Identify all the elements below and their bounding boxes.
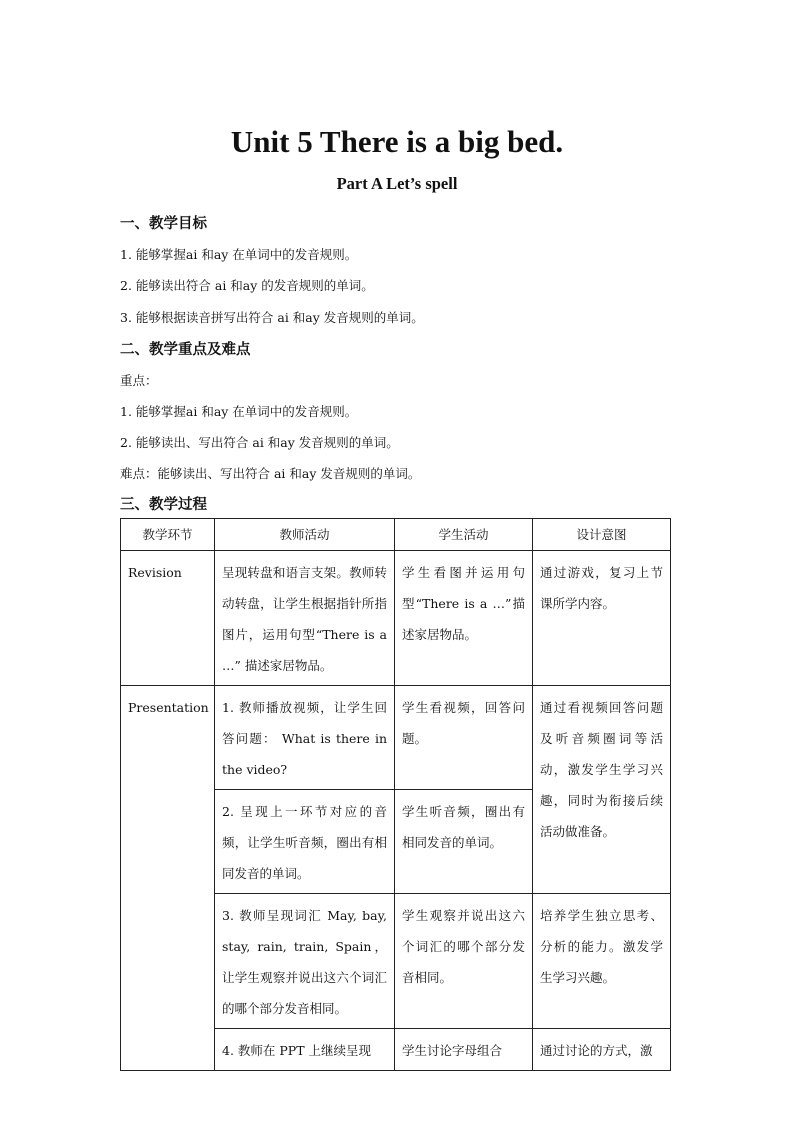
student-activity-cell: 学生听音频，圈出有相同发音的单词。 [395, 790, 533, 894]
design-intent-cell: 通过看视频回答问题及听音频圈词等活动，激发学生学习兴趣，同时为衔接后续活动做准备。 [533, 686, 671, 894]
document-title: Unit 5 There is a big bed. [230, 124, 564, 159]
section-heading-objectives: 一、教学目标 [120, 215, 207, 232]
table-row [121, 686, 671, 790]
objective-item: 3. 能够根据读音拼写出符合 ai 和ay 发音规则的单词。 [120, 310, 424, 325]
student-activity-cell: 学生观察并说出这六个词汇的哪个部分发音相同。 [395, 894, 533, 1029]
table-header-row [121, 519, 671, 551]
header-teacher-activity: 教师活动 [215, 519, 395, 551]
teacher-activity-cell: 4. 教师在 PPT 上继续呈现 [215, 1029, 395, 1071]
header-design-intent: 设计意图 [533, 519, 671, 551]
teacher-activity-cell: 2. 呈现上一环节对应的音频，让学生听音频，圈出有相同发音的单词。 [215, 790, 395, 894]
student-activity-cell: 学生看图并运用句型“There is a …”描述家居物品。 [395, 551, 533, 686]
document-subtitle: Part A Let’s spell [336, 174, 458, 193]
student-activity-cell: 学生讨论字母组合 [395, 1029, 533, 1071]
key-point-item: 1. 能够掌握ai 和ay 在单词中的发音规则。 [120, 404, 358, 419]
key-point-item: 2. 能够读出、写出符合 ai 和ay 发音规则的单词。 [120, 435, 399, 450]
header-stage: 教学环节 [121, 519, 215, 551]
table-row [121, 551, 671, 686]
design-intent-cell: 通过讨论的方式，激 [533, 1029, 671, 1071]
teacher-activity-cell: 呈现转盘和语言支架。教师转动转盘，让学生根据指针所指图片，运用句型“There is a …” 描述家居物品。 [215, 551, 395, 686]
student-activity-cell: 学生看视频，回答问题。 [395, 686, 533, 790]
section-heading-process: 三、教学过程 [120, 496, 207, 513]
teaching-process-table [120, 518, 671, 1071]
section-heading-key-points: 二、教学重点及难点 [120, 341, 251, 358]
teacher-activity-cell: 3. 教师呈现词汇 May, bay, stay, rain, train, Spain，让学生观察并说出这六个词汇的哪个部分发音相同。 [215, 894, 395, 1029]
teacher-activity-cell: 1. 教师播放视频，让学生回答问题： What is there in the video? [215, 686, 395, 790]
objective-item: 2. 能够读出符合 ai 和ay 的发音规则的单词。 [120, 278, 374, 293]
header-student-activity: 学生活动 [395, 519, 533, 551]
key-points-label: 重点： [120, 373, 158, 388]
difficulty-line: 难点：能够读出、写出符合 ai 和ay 发音规则的单词。 [120, 466, 421, 481]
design-intent-cell: 通过游戏，复习上节课所学内容。 [533, 551, 671, 686]
objective-item: 1. 能够掌握ai 和ay 在单词中的发音规则。 [120, 247, 358, 262]
design-intent-cell: 培养学生独立思考、分析的能力。激发学生学习兴趣。 [533, 894, 671, 1029]
stage-cell: Revision [121, 551, 215, 686]
stage-cell: Presentation [121, 686, 215, 1071]
